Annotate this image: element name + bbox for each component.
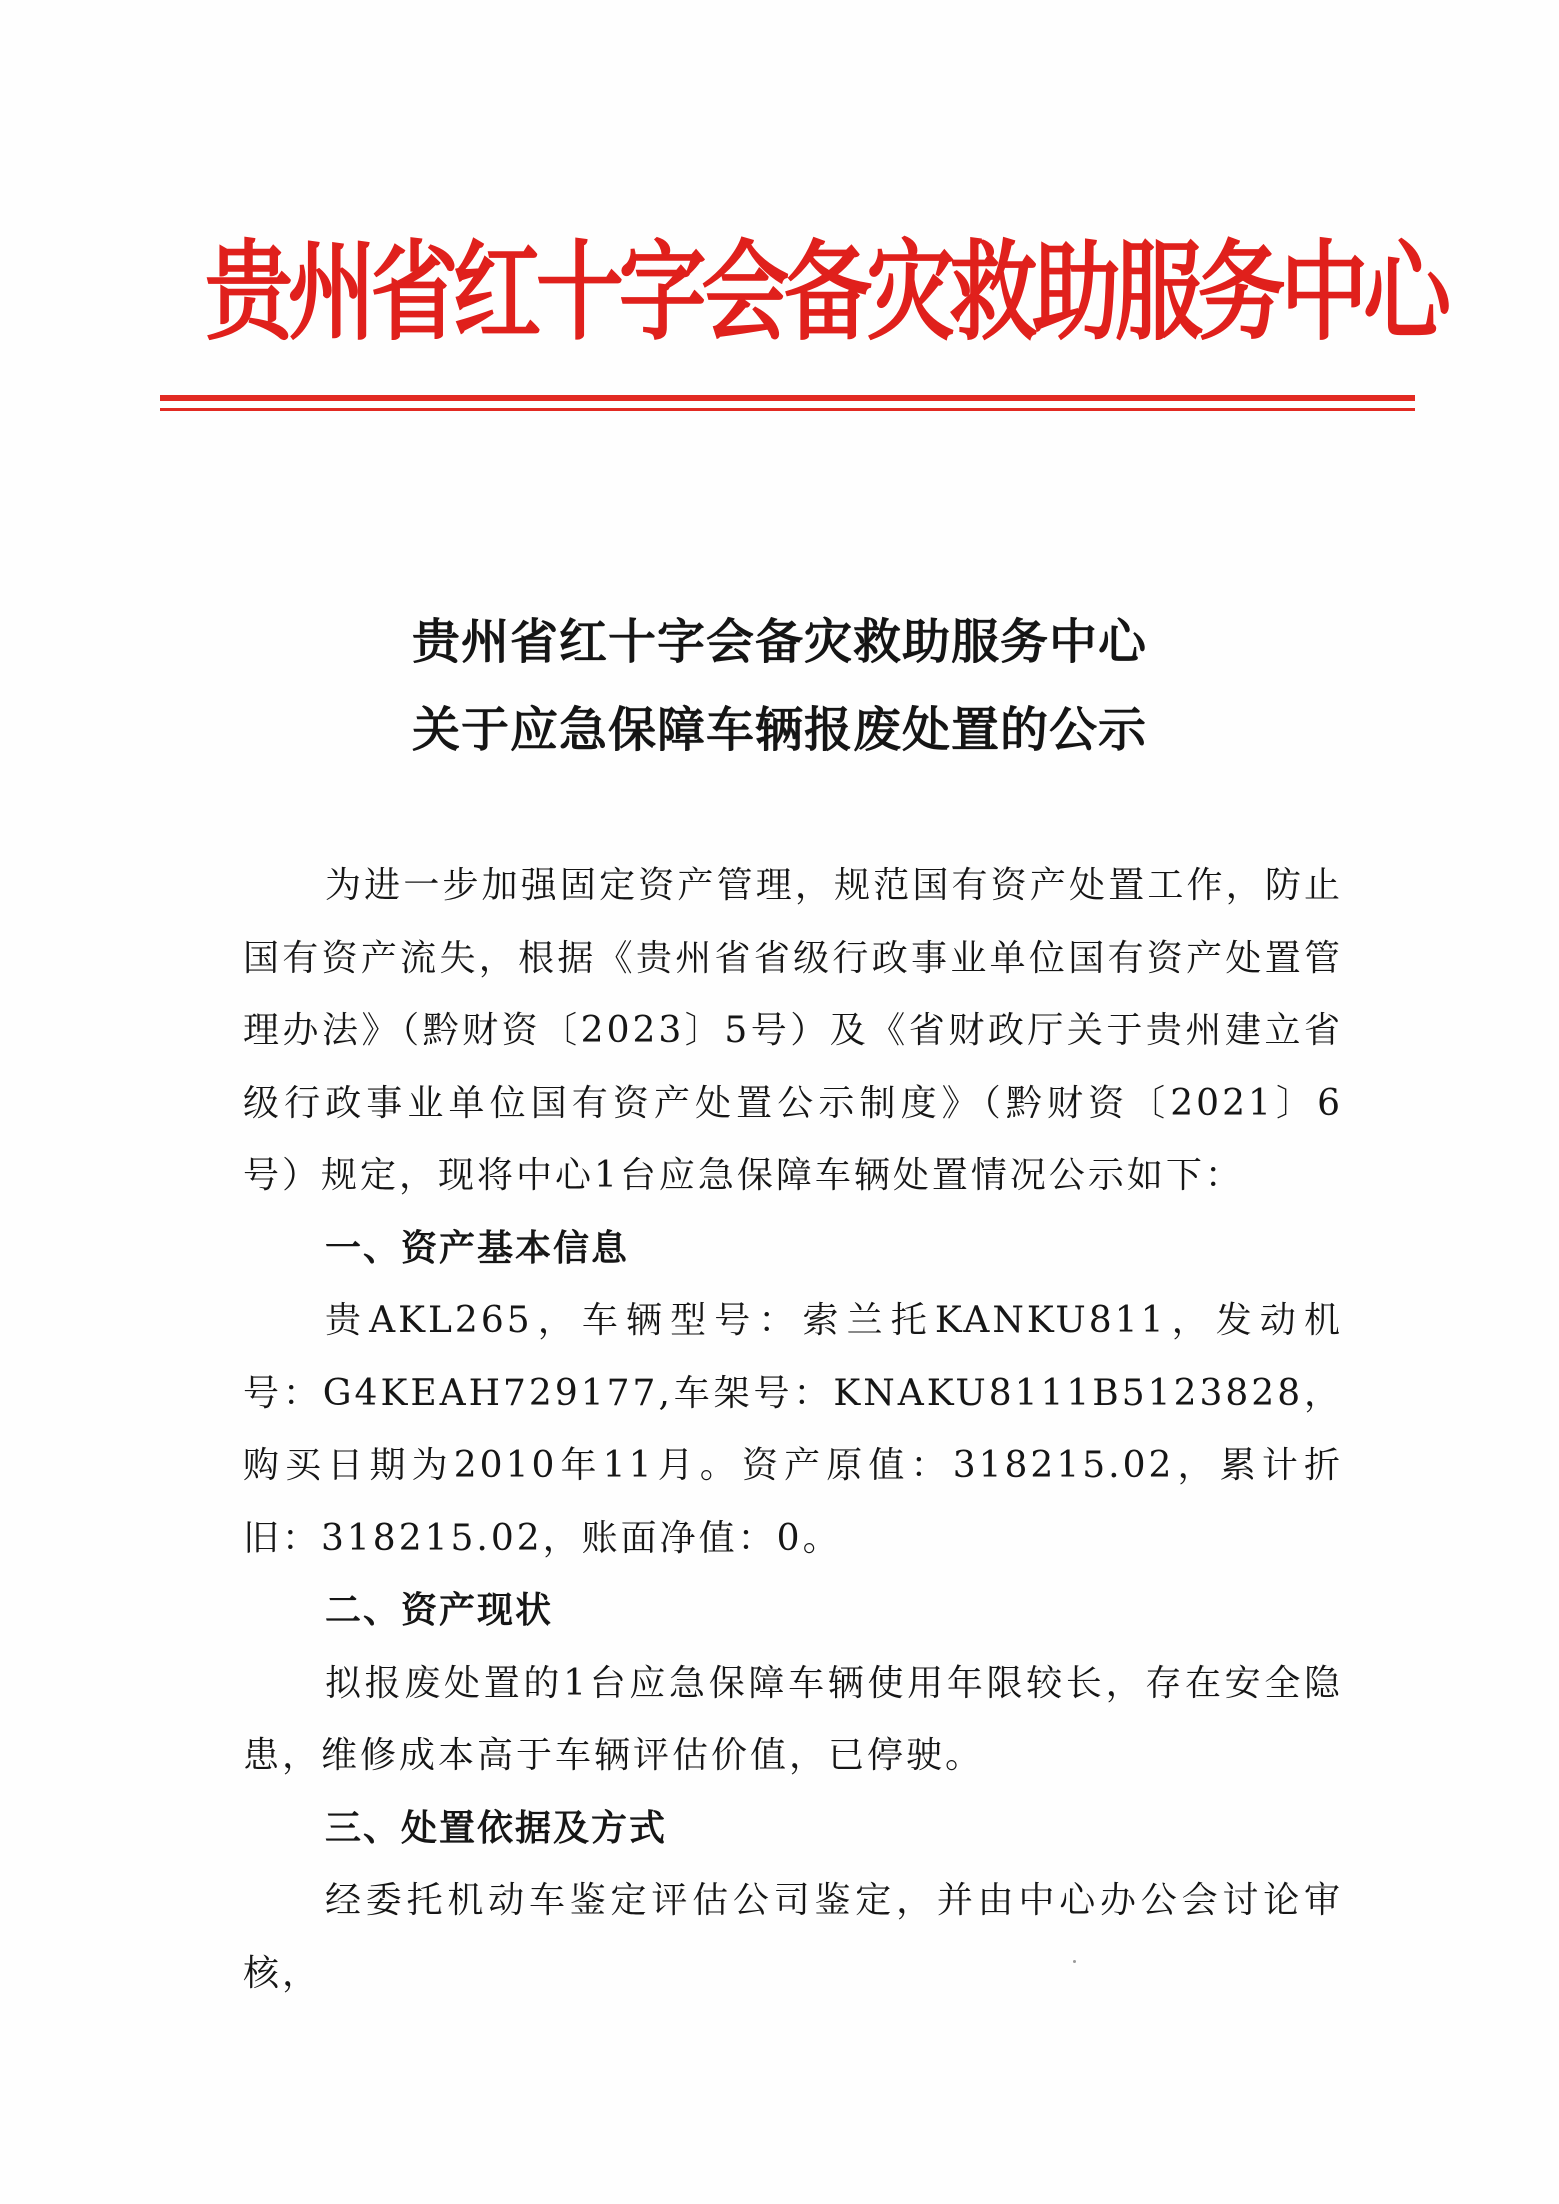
- section3-paragraph: 经委托机动车鉴定评估公司鉴定，并由中心办公会讨论审核，: [243, 1880, 1343, 1994]
- section1-paragraph: 贵AKL265，车辆型号：索兰托KANKU811，发动机号：G4KEAH729177,车架号：KNAKU8111B5123828，购买日期为2010年11月。资产原值：318215.02，累计折旧：318215.02，账面净值：0。: [243, 1300, 1343, 1559]
- letterhead-red-rule-thick: [160, 395, 1415, 401]
- document-body: [243, 850, 1343, 2010]
- section1-heading: 一、资产基本信息: [325, 1227, 630, 1269]
- scan-speck: [1073, 1960, 1076, 1963]
- document-title-line1: 贵州省红十字会备灾救助服务中心: [411, 614, 1147, 670]
- intro-paragraph: 为进一步加强固定资产管理，规范国有资产处置工作，防止国有资产流失，根据《贵州省省级行政事业单位国有资产处置管理办法》（黔财资〔2023〕5号）及《省财政厅关于贵州建立省级行政事业单位国有资产处置公示制度》（黔财资〔2021〕6号）规定，现将中心1台应急保障车辆处置情况公示如下：: [243, 865, 1343, 1196]
- letterhead-org-name: 贵州省红十字会备灾救助服务中心: [205, 229, 1446, 356]
- document-title-line2: 关于应急保障车辆报废处置的公示: [411, 702, 1147, 758]
- section3-heading: 三、处置依据及方式: [325, 1807, 668, 1849]
- section2-paragraph: 拟报废处置的1台应急保障车辆使用年限较长，存在安全隐患，维修成本高于车辆评估价值，已停驶。: [243, 1662, 1343, 1776]
- section2-heading: 二、资产现状: [325, 1590, 554, 1631]
- letterhead-red-rule-thin: [160, 408, 1415, 411]
